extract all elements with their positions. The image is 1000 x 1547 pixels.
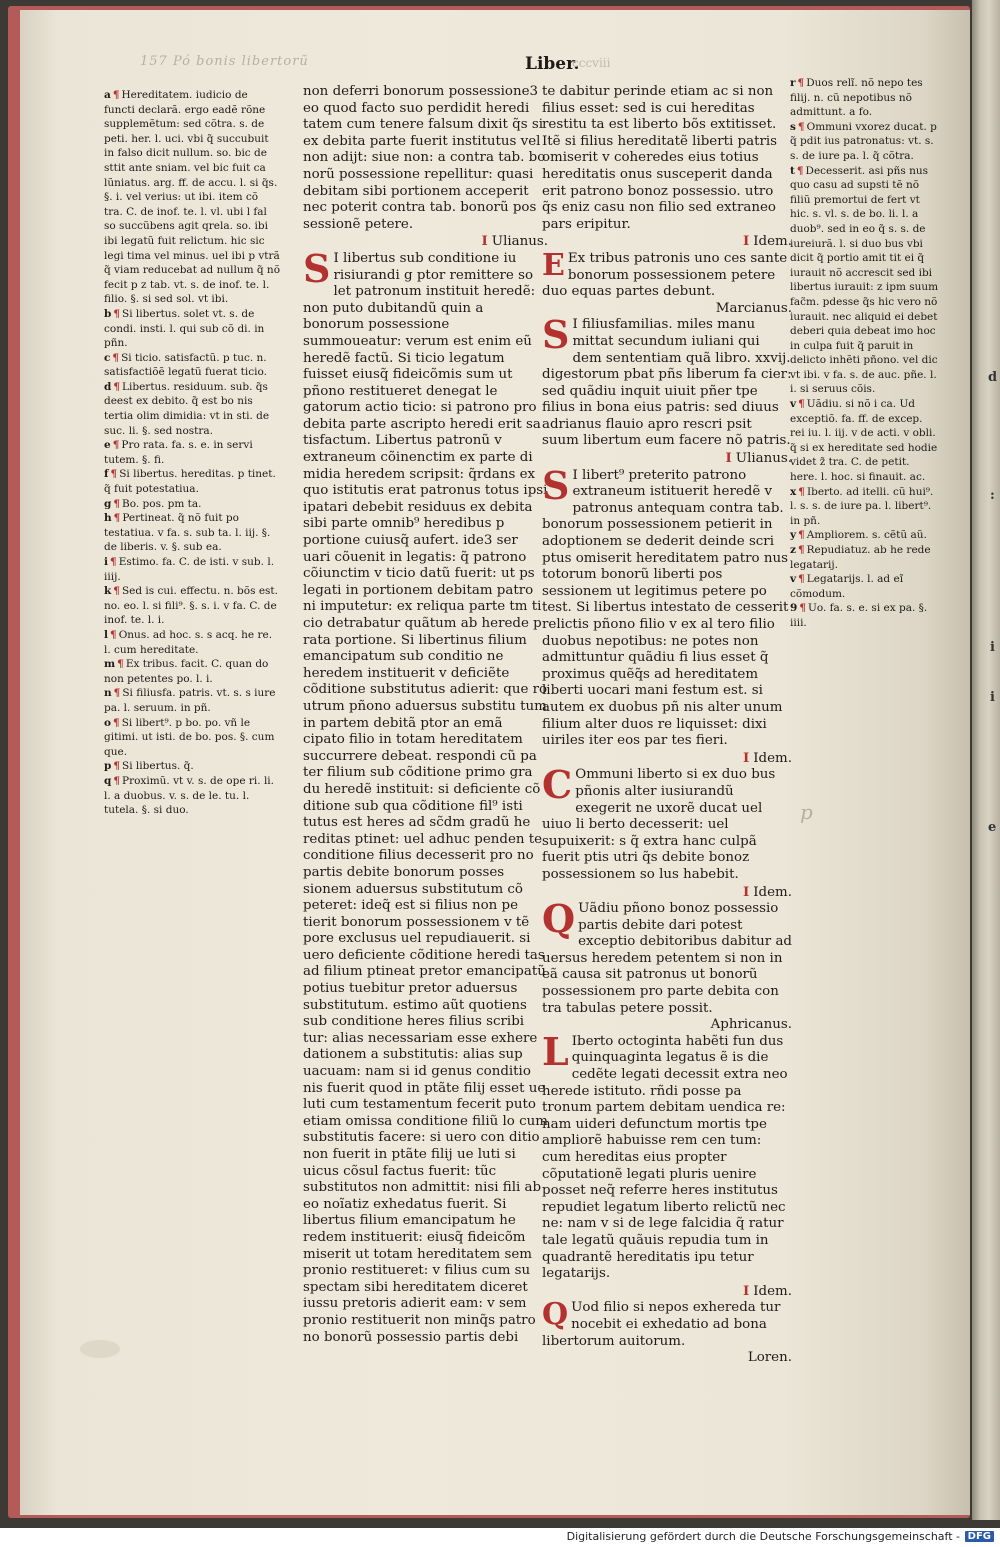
gloss-letter: o xyxy=(104,716,112,729)
gloss-entry xyxy=(104,628,280,657)
pilcrow-mark: ¶ xyxy=(117,658,124,671)
gloss-entry xyxy=(790,164,940,398)
gloss-text: Onus. ad hoc. s. s acq. he re. l. cum hereditate. xyxy=(104,628,273,656)
pilcrow-mark: ¶ xyxy=(113,585,120,598)
text-paragraph: non deferri bonorum possessione3 eo quod facto suo perdidit heredi tatem cum tenere falsum dixit q̃s si ex debita parte fuerit institutus vel non adijt: siue non: a contra tab. bo norũ possessione repellitur: quasi debitam sibi portionem acceperit nec poterit contra tab. bonorũ pos sessionẽ petere. xyxy=(303,84,546,232)
gloss-letter: 9 xyxy=(790,602,798,615)
gloss-entry xyxy=(790,528,940,543)
gloss-letter: h xyxy=(104,512,112,525)
gloss-letter: n xyxy=(104,687,112,700)
text-paragraph: Q Uãdiu pñono bonoz possessio partis debite dari potest exceptio debitoribus dabitur ad uersus heredem petentem si non in eã causa sit patronus ut bonorũ possessionem pro parte debita con tra tabulas petere possit. xyxy=(542,896,792,1016)
footer-credit: Digitalisierung gefördert durch die Deutsche Forschungsgemeinschaft - xyxy=(566,1530,960,1543)
gloss-text: Ampliorem. s. cẽtũ aũ. xyxy=(806,529,927,542)
pilcrow-mark: ¶ xyxy=(113,512,121,525)
digitization-footer xyxy=(0,1528,1000,1547)
gloss-text: Duos relĩ. nõ nepo tes filij. n. cũ nepotibus nõ admittunt. a fo. xyxy=(790,77,923,119)
pilcrow-mark: ¶ xyxy=(113,687,121,700)
pilcrow-mark: ¶ xyxy=(113,760,121,773)
gloss-entry xyxy=(104,686,280,715)
gloss-text: Iberto. ad itelli. cũ hui⁹. l. s. s. de iure pa. l. libert⁹. in pñ. xyxy=(790,485,934,527)
gloss-text: Legatarijs. l. ad eĩ cõmodum. xyxy=(790,573,904,600)
drop-capital-E: E xyxy=(542,247,565,283)
show-through-mark: p xyxy=(800,800,813,824)
running-title: Liber. xyxy=(525,54,580,74)
drop-capital-S: S xyxy=(303,245,331,291)
rubric-attribution: Marcianus. xyxy=(715,300,792,316)
pilcrow-mark: ¶ xyxy=(797,77,805,89)
text-paragraph: S I libertus sub conditione iu risiurandi g ptor remittere so let patronum instituit heredẽ: non puto dubitandũ quin a bonorum possessione summoueatur: verum est enim eũ heredẽ factũ. Si ticio legatum fuisset eiusq̃ fideicõmis sum ut pñono restitueret denegat le gatorum actio ticio: si patrono pro debita parte ascripto heredi erit sa tisfactum. Libertus patronũ v extraneum cõinenctim ex parte di midia heredem scripsit: q̃rdans ex quo istitutis erat patronus totus ipsi ipatari debebit residuus ex debita sibi parte omnib⁹ heredibus p portione cuiusq̃ aufert. ide3 ser uari cõuenit in legatis: q̃ patrono cõiunctim v ticio datũ fuerit: ut ps legati in portionem debitam patro ni imputetur: ex reliqua parte tm ti cio detrabatur quãtum ab herede p rata portione. Si libertinus filium emancipatum sub conditio ne heredem instituerit v deficiẽte cõditione substitutus adierit: que ro utrum pñono aduersus substitu tum in partem debitã ptor an emã cipato filio in totam hereditatem succurrere debeat. respondi cũ pa ter filium sub cõditione primo gra du heredẽ instituit: si deficiente cõ ditione sub qua cõditione fil⁹ isti tutus est heres ad sc̃dm gradũ he reditas ptinet: uel adhuc penden te conditione filius decesserit pro no partis debite bonorum posses sionem aduersus substitutum cõ peteret: ideq̃ est si filius non pe tierit bonorum possessionem v tẽ pore exclusus uel repudiauerit. si uero deficiente cõditione heredi tas ad filium ptineat pretor emancipatũ potius tuebitur pretor aduersus substitutum. estimo aũt quotiens sub conditione heres filius scribi tur: alias necessariam esse exhere dationem a substitutis: alias sup uacuam: nam si id genus conditio nis fuerit quod in ptãte filij esset ue luti cum testamentum fecerit puto etiam omissa conditione filiũ lo cum substitutis facere: si uero con ditio non fuerit in ptãte filij ue luti si uicus cõsul factus fuerit: tũc substitutos non admittit: nisi fili ab eo noĩatiz exhedatus fuerit. Si libertus filium emancipatum he redem instituerit: eiusq̃ fideicõm miserit ut totam hereditatem sem pronio restitueret: v filius cum su spectam sibi hereditatem diceret iussu pretoris adierit eam: v sem pronio restituerit non minq̃s patro no bonorũ possessio partis debi xyxy=(303,245,548,1345)
pilcrow-mark: ¶ xyxy=(112,439,120,452)
gloss-letter: r xyxy=(790,77,796,89)
gloss-text: Repudiatuz. ab he rede legatarij. xyxy=(790,544,931,571)
gloss-entry xyxy=(790,543,940,572)
gloss-letter: a xyxy=(104,89,111,101)
gloss-entry xyxy=(790,120,940,164)
pilcrow-mark: ¶ xyxy=(113,716,120,729)
gloss-entry xyxy=(790,485,940,529)
gloss-text: Si ticio. satisfactũ. p tuc. n. satisfactiõẽ legatũ fuerat ticio. xyxy=(104,351,267,379)
gloss-letter: v xyxy=(790,573,797,586)
gloss-text: Pro rata. fa. s. e. in servi tutem. §. fi. xyxy=(104,439,253,466)
gloss-text: Si filiusfa. patris. vt. s. s iure pa. l. seruum. in pñ. xyxy=(104,687,276,714)
text-paragraph: E Ex tribus patronis uno ces sante bonorum possessionem petere duo equas partes debunt. xyxy=(542,247,788,300)
gloss-text: Ex tribus. facit. C. quan do non petentes po. l. i. xyxy=(104,658,269,685)
pilcrow-mark: ¶ xyxy=(112,89,120,101)
strip-mark: : xyxy=(990,488,995,503)
gloss-entry xyxy=(790,397,940,485)
rubric-attribution: I Idem. xyxy=(742,1282,792,1299)
gloss-letter: v xyxy=(790,398,797,411)
gloss-text: Si libertus. hereditas. p tinet. q̃ fuit potestatiua. xyxy=(104,468,276,496)
gloss-letter: t xyxy=(790,164,795,177)
gloss-text: Ommuni vxorez ducat. p q̃ pdit ius patronatus: vt. s. s. de iure pa. l. q̃ cõtra. xyxy=(790,120,937,162)
gloss-entry xyxy=(104,497,280,512)
pilcrow-mark: ¶ xyxy=(799,602,806,615)
strip-mark: e xyxy=(988,820,997,835)
gloss-text: Libertus. residuum. sub. q̃s deest ex debito. q̃ est bo nis tertia olim dimidia: vt in sti. de suc. li. §. sed nostra. xyxy=(104,380,270,437)
main-column-right xyxy=(542,84,792,1367)
pilcrow-mark: ¶ xyxy=(113,497,121,510)
text-paragraph: S I filiusfamilias. miles manu mittat secundum iuliani qui dem sententiam quã libro. xxvij. digestorum pbat pñs liberum fa cier: sed quãdiu inquit uiuit pñer tpe filius in bona eius patris: sed diuus adrianus flauio apro rescri psit suum libertum eum facere nõ patris. xyxy=(542,312,792,449)
gloss-entry xyxy=(104,511,280,555)
gloss-text: Proximũ. vt v. s. de ope ri. li. l. a duobus. v. s. de le. tu. l. tutela. §. si duo. xyxy=(104,774,274,817)
pilcrow-mark: ¶ xyxy=(798,573,805,586)
gloss-entry xyxy=(104,467,280,496)
drop-capital-S: S xyxy=(542,312,570,358)
gloss-letter: g xyxy=(104,497,112,510)
strip-mark: i xyxy=(990,690,995,705)
pilcrow-mark: ¶ xyxy=(110,556,117,568)
rubric-attribution: I Idem. xyxy=(742,883,792,900)
gloss-entry xyxy=(104,555,280,584)
rubric-attribution: Loren. xyxy=(747,1350,792,1366)
drop-capital-S: S xyxy=(542,462,570,508)
gloss-letter: y xyxy=(790,529,797,542)
gloss-entry xyxy=(790,76,940,120)
text-paragraph: C Ommuni liberto si ex duo bus pñonis alter iusiurandũ exegerit ne uxorẽ ducat uel uiuo li berto decesserit: uel supuixerit: s q̃ extra hanc culpã fuerit ptis utri q̃s debite bonoz possessionem so lus habebit. xyxy=(542,762,776,882)
rubric-attribution: I Ulianus. xyxy=(725,450,792,467)
gloss-letter: m xyxy=(104,658,116,671)
gloss-letter: f xyxy=(104,468,109,481)
pilcrow-mark: ¶ xyxy=(113,380,121,393)
gloss-text: Decesserit. asi pñs nus quo casu ad supsti tẽ nõ filiũ premortui de fert vt hic. s. vl. s. de bo. li. l. a duob⁹. sed in eo q̃ s. s. de iureiurã. l. si duo bus vbi dicit q̃ portio amit tit ei q̃ iurauit nõ accrescit sed ibi libertus iurauit: z ipm suum fac̃m. pdesse q̃s hic vero nõ iurauit. nec aliquid ei debet deberi quia debeat imo hoc in culpa fuit q̃ paruit in delicto inhẽti pñono. vel dic vt ibi. v fa. s. de auc. pñe. l. i. si seruus cõis. xyxy=(790,164,939,396)
rubric-attribution: Aphricanus. xyxy=(710,1017,792,1033)
rubric-attribution: I Ulianus. xyxy=(481,233,548,250)
gloss-entry xyxy=(104,774,280,818)
gloss-entry xyxy=(104,657,280,686)
gloss-text: Si libert⁹. p bo. po. vñ le gitimi. ut isti. de bo. pos. §. cum que. xyxy=(104,716,275,758)
strip-mark: d xyxy=(988,370,998,385)
strip-mark: i xyxy=(990,640,995,655)
book-page xyxy=(20,10,970,1515)
pilcrow-mark: ¶ xyxy=(110,628,117,641)
gloss-text: Si libertus. q̃. xyxy=(122,760,194,773)
gloss-entry xyxy=(104,759,280,774)
gloss-text: Hereditatem. iudicio de functi declarã. ergo eadẽ rõne supplemẽtum: sed cõtra. s. de peti. her. l. uci. vbi q̃ succubuit in falso dicit nullum. so. bic de sttit ante sniam. vel bic fuit ca lũniatus. arg. ff. de accu. l. si q̃s. §. i. vel verius: ut ibi. item cõ tra. C. de inof. te. l. vl. ubi l fal so succũbens agit qrela. so. ibi ibi legatũ fuit relictum. hic sic legi tima vel minus. uel ibi p vtrã q̃ viam reducebat ad nullum q̃ nõ fecit p z tab. vt. s. de inof. te. l. filio. §. si sed sol. vt ibi. xyxy=(104,89,281,306)
gloss-entry xyxy=(104,88,280,307)
faded-folio: cccviii xyxy=(572,56,611,70)
gloss-entry xyxy=(104,380,280,438)
gloss-letter: d xyxy=(104,380,112,393)
pilcrow-mark: ¶ xyxy=(797,120,805,133)
main-column-middle xyxy=(303,84,548,1346)
gloss-letter: c xyxy=(104,351,111,364)
drop-capital-Q: Q xyxy=(542,896,576,942)
text-paragraph: S I libert⁹ preterito patrono extraneum istituerit heredẽ v patronus antequam contra tab. bonorum possessionem petierit in adoptionem se dederit deinde scri ptus omiserit hereditatem patro nus totorum bonorũ liberti pos sessionem ut legitimus petere po test. Si libertus intestato de cesserit relictis pñono filio v ex al tero filio duobus nepotibus: ne potes non admittuntur quãdiu fi lius esset q̃ proximus quẽq̃s ad hereditatem liberti uocari mani festum est. si autem ex duobus pñ nis alter unum filium alter duos re liquisset: dixi uiriles iter eos par tes fieri. xyxy=(542,462,789,749)
drop-capital-C: C xyxy=(542,762,573,808)
pilcrow-mark: ¶ xyxy=(112,351,120,364)
pilcrow-mark: ¶ xyxy=(798,485,805,498)
gloss-letter: k xyxy=(104,585,112,598)
gloss-entry xyxy=(104,584,280,628)
gloss-text: Uo. fa. s. e. si ex pa. §. iiii. xyxy=(790,602,928,629)
text-paragraph: Q Uod filio si nepos exhereda tur nocebit ei exhedatio ad bona libertorum auitorum. xyxy=(542,1297,781,1349)
drop-capital-Q: Q xyxy=(542,1297,569,1333)
text-paragraph: L Iberto octoginta habẽti fun dus quinquaginta legatus ẽ is die cedẽte legati decessit extra neo herede istituto. rñdi posse pa tronum partem debitam uendica re: nam uideri defunctum mortis tpe ampliorẽ habuisse rem cen tum: cum hereditas eius propter cõputationẽ legati pluris uenire posset neq̃ referre heres institutus repudiet legatum liberto relictũ nec ne: nam v si de lege falcidia q̃ ratur tale legatũ quãuis repudia tum in quadrantẽ hereditatis ipu tetur legatarijs. xyxy=(542,1028,788,1282)
gloss-text: Uãdiu. si nõ i ca. Ud exceptiõ. fa. ff. de excep. rei iu. l. iij. v de acti. v obli. q̃ si ex hereditate sed hodie videt z̃ tra. C. de petit. here. l. hoc. si finauit. ac. xyxy=(790,398,938,484)
faded-header: 157 Pó bonis libertorũ xyxy=(140,54,309,69)
pilcrow-mark: ¶ xyxy=(796,164,804,177)
gloss-letter: b xyxy=(104,307,112,320)
gloss-text: Estimo. fa. C. de isti. v sub. l. iiij. xyxy=(104,556,275,583)
pilcrow-mark: ¶ xyxy=(798,398,805,411)
pilcrow-mark: ¶ xyxy=(113,774,121,787)
gloss-text: Sed is cui. effectu. n. bõs est. no. eo. l. si fili⁹. §. s. i. v fa. C. de inof. te. l. i. xyxy=(104,585,278,627)
gloss-letter: s xyxy=(790,120,796,133)
text-paragraph: te dabitur perinde etiam ac si non filius esset: sed is cui hereditas restitu ta est liberto bõs extitisset. Itẽ si filius hereditatẽ liberti patris omiserit v coheredes eius totius hereditatis onus susceperit danda erit patrono bonoz possessio. utro q̃s eniz casu non filio sed extraneo pars eripitur. xyxy=(542,84,778,232)
gloss-text: Pertineat. q̃ nõ fuit po testatiua. v fa. s. sub ta. l. iij. §. de liberis. v. §. sub ea. xyxy=(104,512,271,554)
pilcrow-mark: ¶ xyxy=(798,529,805,542)
pilcrow-mark: ¶ xyxy=(113,307,121,320)
pilcrow-mark: ¶ xyxy=(110,468,118,481)
gloss-text: Bo. pos. pm ta. xyxy=(122,497,202,510)
gloss-column-right xyxy=(790,76,940,631)
adjacent-page-strip xyxy=(972,0,1000,1520)
gloss-letter: x xyxy=(790,485,797,498)
rubric-attribution: I Idem. xyxy=(742,233,792,250)
gloss-letter: q xyxy=(104,774,112,787)
gloss-letter: l xyxy=(104,628,108,641)
gloss-text: Si libertus. solet vt. s. de condi. insti. l. qui sub cõ di. in pñn. xyxy=(104,307,265,350)
gloss-entry xyxy=(104,438,280,467)
drop-capital-L: L xyxy=(542,1028,569,1074)
gloss-entry xyxy=(790,572,940,601)
gloss-entry xyxy=(104,307,280,351)
gloss-entry xyxy=(104,716,280,760)
gloss-entry xyxy=(790,601,940,630)
gloss-column-left xyxy=(104,88,280,818)
gloss-entry xyxy=(104,351,280,380)
gloss-letter: i xyxy=(104,556,108,568)
rubric-attribution: I Idem. xyxy=(742,749,792,766)
pilcrow-mark: ¶ xyxy=(797,544,805,556)
gloss-letter: e xyxy=(104,439,111,452)
gloss-letter: p xyxy=(104,760,112,773)
smudge xyxy=(80,1340,120,1358)
gloss-letter: z xyxy=(790,544,796,556)
dfg-logo: DFG xyxy=(965,1531,994,1542)
